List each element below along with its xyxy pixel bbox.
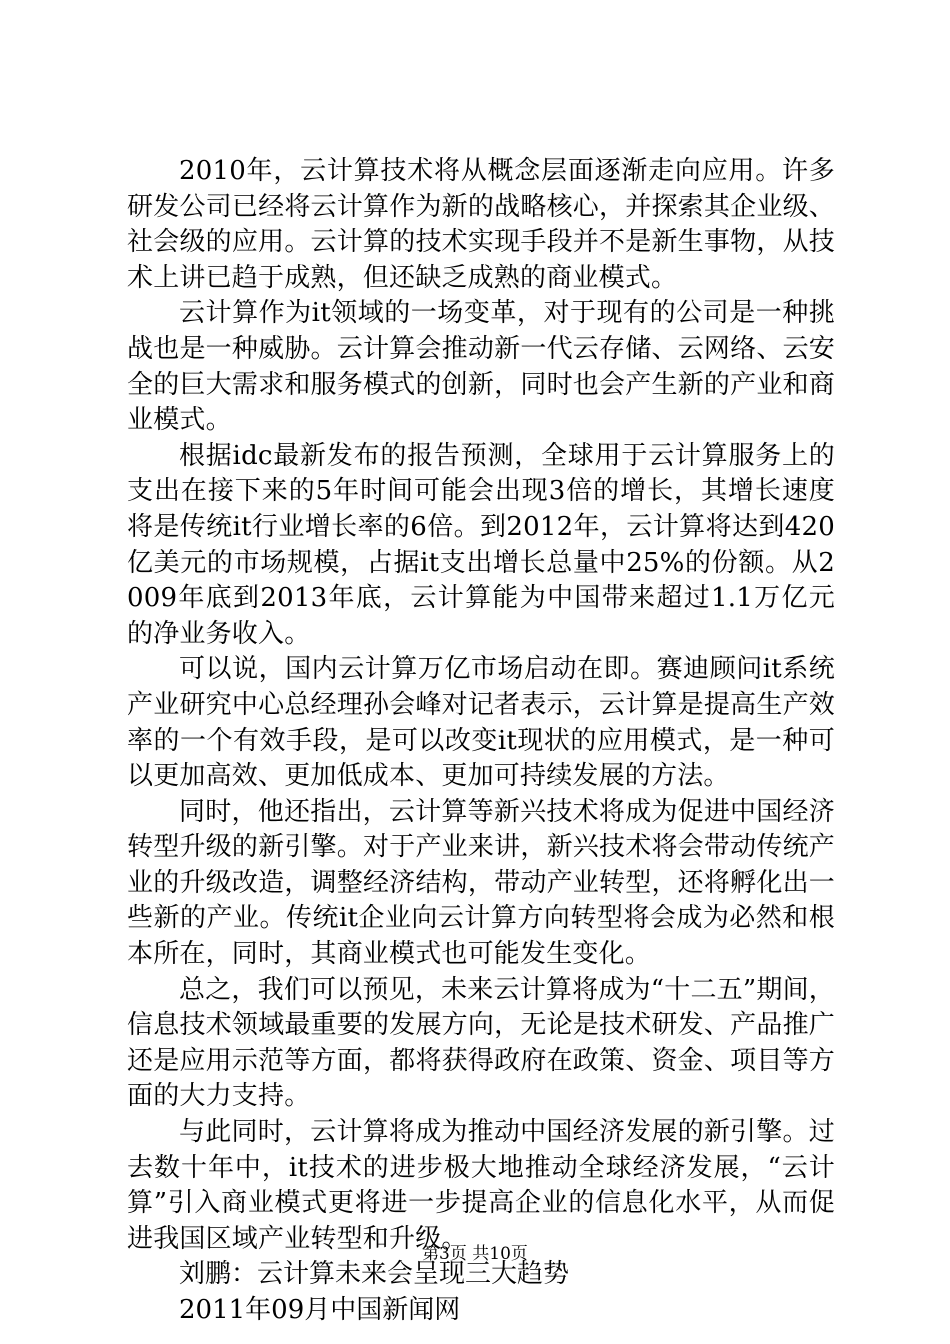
paragraph-4: 可以说，国内云计算万亿市场启动在即。赛迪顾问it系统产业研究中心总经理孙会峰对记者表示，云计算是提高生产效率的一个有效手段，是可以改变it现状的应用模式，是一种可以更加高效、更加低成本、更加可持续发展的方法。 [127, 654, 835, 792]
article-source: 2011年09月中国新闻网 [179, 1295, 461, 1325]
paragraph-1: 2010年，云计算技术将从概念层面逐渐走向应用。许多研发公司已经将云计算作为新的战略核心，并探索其企业级、社会级的应用。云计算的技术实现手段并不是新生事物，从技术上讲已趋于成熟，但还缺乏成熟的商业模式。 [127, 156, 835, 293]
paragraph-3: 根据idc最新发布的报告预测，全球用于云计算服务上的支出在接下来的5年时间可能会出现3倍的增长，其增长速度将是传统it行业增长率的6倍。到2012年，云计算将达到420亿美元的市场规模，占据it支出增长总量中25%的份额。从2009年底到2013年底，云计算能为中国带来超过1.1万亿元的净业务收入。 [127, 440, 835, 649]
paragraph-7: 与此同时，云计算将成为推动中国经济发展的新引擎。过去数十年中，it技术的进步极大地推动全球经济发展，“云计算”引入商业模式更将进一步提高企业的信息化水平，从而促进我国区域产业转型和升级。 [127, 1117, 835, 1254]
paragraph-6: 总之，我们可以预见，未来云计算将成为“十二五”期间，信息技术领域最重要的发展方向，无论是技术研发、产品推广还是应用示范等方面，都将获得政府在政策、资金、项目等方面的大力支持。 [127, 974, 835, 1112]
page-number: 第3页 共10页 [422, 1244, 528, 1264]
paragraph-2: 云计算作为it领域的一场变革，对于现有的公司是一种挑战也是一种威胁。云计算会推动新一代云存储、云网络、云安全的巨大需求和服务模式的创新，同时也会产生新的产业和商业模式。 [127, 298, 835, 436]
paragraph-5: 同时，他还指出，云计算等新兴技术将成为促进中国经济转型升级的新引擎。对于产业来讲，新兴技术将会带动传统产业的升级改造，调整经济结构，带动产业转型，还将孵化出一些新的产业。传统it企业向云计算方向转型将会成为必然和根本所在，同时，其商业模式也可能发生变化。 [127, 796, 835, 970]
article-title: 刘鹏：云计算未来会呈现三大趋势 [179, 1259, 570, 1290]
document-body [127, 154, 835, 1329]
